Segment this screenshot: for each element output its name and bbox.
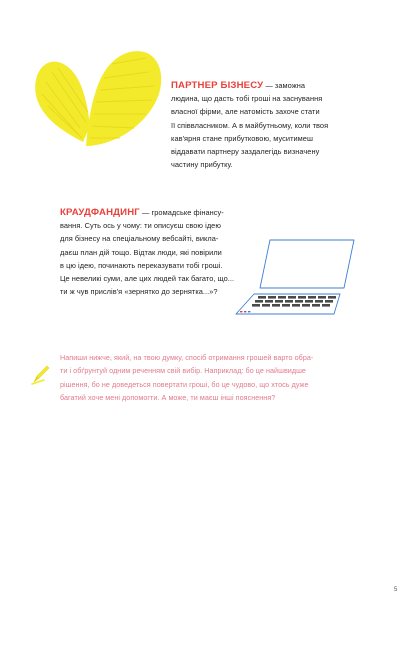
yellow-wings-icon — [28, 42, 168, 154]
partner-line-3: власної фірми, але натомість захоче стати — [171, 107, 320, 117]
crowdfunding-definition — [60, 206, 248, 298]
partner-line-4: її співвласником. А в майбутньому, коли твоя — [171, 120, 329, 130]
crowd-line-1: КРАУДФАНДИНГ — громадське фінансу- — [60, 207, 224, 218]
crowd-line-6: Це невеликі суми, але цих людей так багато, що... — [60, 274, 235, 284]
task-line-3: рішення, бо не доведеться повертати гроші, бо це чудово, що хтось дуже — [60, 379, 309, 389]
task-line-1: Напиши нижче, який, на твою думку, спосіб отримання грошей варто обра- — [60, 353, 314, 362]
partner-line-7: частину прибутку. — [171, 160, 233, 170]
yellow-pencil-icon — [31, 363, 51, 385]
task-instructions — [60, 351, 380, 405]
partner-line-1: ПАРТНЕР БІЗНЕСУ — заможна — [171, 80, 306, 91]
task-line-2: ти і обґрунтуй одним реченням свій вибір. Наприклад: бо це найшвидше — [60, 366, 306, 376]
crowd-line-3: для бізнесу на спеціальному вебсайті, викла- — [60, 234, 219, 244]
crowd-line-5: в цю ідею, починають переказувати тобі гроші. — [60, 260, 223, 270]
partner-line-6: віддавати партнеру заздалегідь визначену — [171, 147, 320, 157]
partner-line-2: людина, що дасть тобі гроші на заснування — [171, 94, 323, 104]
crowd-line-2: вання. Суть ось у чому: ти описуєш свою ідею — [60, 221, 221, 231]
crowd-line-7: ти ж чув прислів'я «зернятко до зернятка...»? — [60, 287, 218, 297]
laptop-icon — [232, 236, 360, 316]
partner-line-5: кав'ярня стане прибутковою, муситимеш — [171, 133, 313, 143]
crowd-line-4: даєш план дій тощо. Відтак люди, які повірили — [60, 247, 222, 257]
partner-definition — [171, 79, 371, 171]
crowdfunding-title: КРАУДФАНДИНГ — [60, 207, 140, 218]
page-number: 5 — [394, 587, 398, 593]
partner-title: ПАРТНЕР БІЗНЕСУ — [171, 80, 264, 91]
task-line-4: багатий хоче мені допомогти. А може, ти маєш інші пояснення? — [60, 393, 276, 403]
